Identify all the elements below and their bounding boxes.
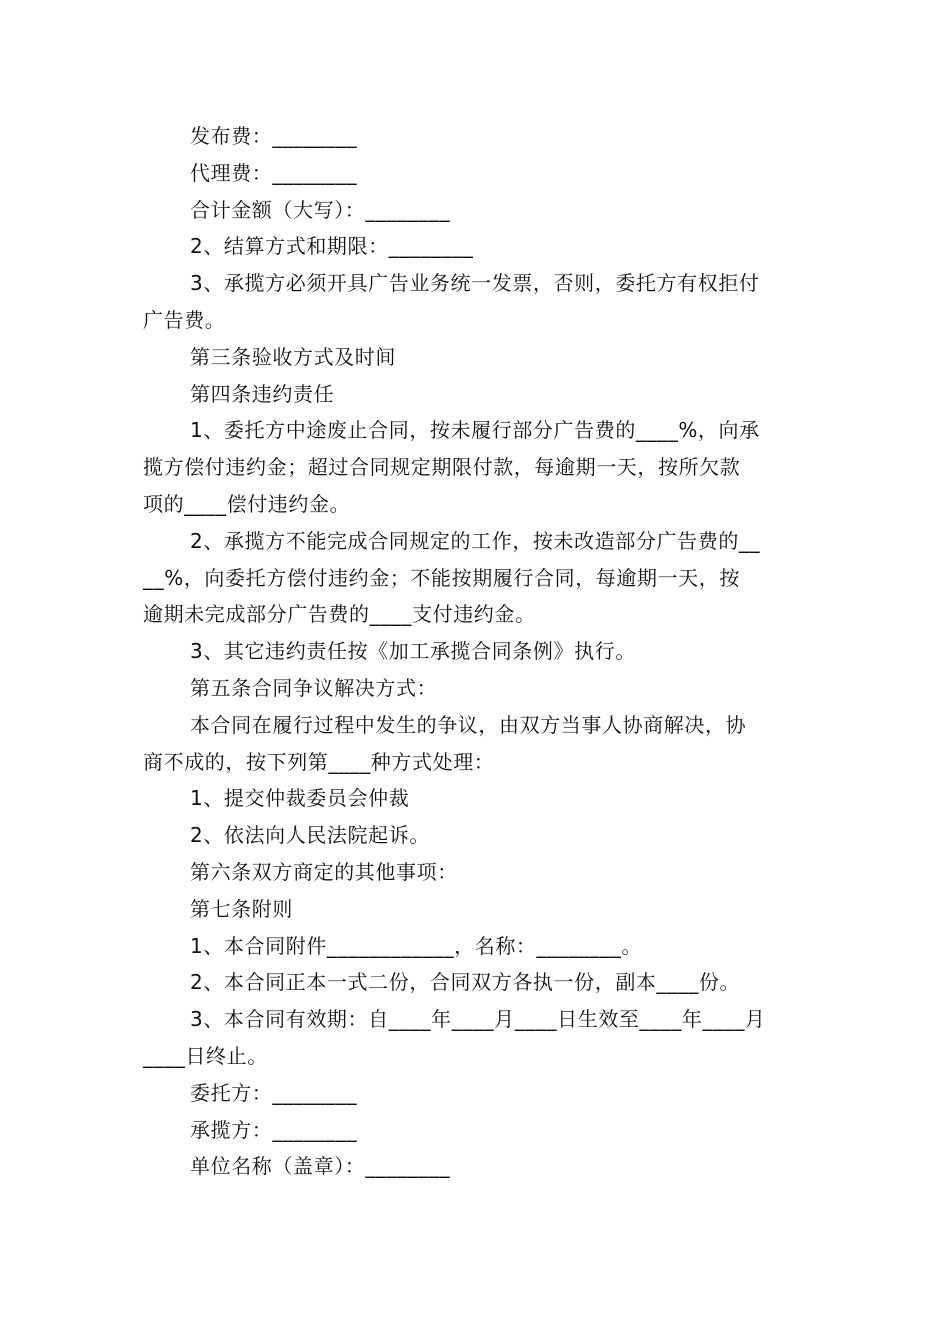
signatory-contractor: 承揽方：________ (190, 1117, 358, 1142)
dispute-clause-line-1: 本合同在履行过程中发生的争议，由双方当事人协商解决，协 (190, 712, 747, 737)
invoice-clause-line-1: 3、承揽方必须开具广告业务统一发票，否则，委托方有权拒付 (190, 271, 760, 296)
breach-clause-2-line-2: __%，向委托方偿付违约金；不能按期履行合同，每逾期一天，按 (143, 565, 741, 590)
invoice-clause-line-2: 广告费。 (143, 307, 226, 332)
breach-clause-1-line-2: 揽方偿付违约金；超过合同规定期限付款，每逾期一天，按所欠款 (143, 455, 741, 480)
article-3-heading: 第三条验收方式及时间 (190, 344, 396, 369)
breach-clause-1-line-3: 项的____偿付违约金。 (143, 491, 351, 516)
dispute-clause-line-2: 商不成的，按下列第____种方式处理： (143, 749, 495, 774)
article-4-heading: 第四条违约责任 (190, 381, 335, 406)
contract-body (143, 118, 808, 1185)
fee-total: 合计金额（大写）：________ (190, 197, 451, 222)
copies-clause: 2、本合同正本一式二份，合同双方各执一份，副本____份。 (190, 970, 741, 995)
breach-clause-1-line-1: 1、委托方中途废止合同，按未履行部分广告费的____%，向承 (190, 418, 760, 443)
validity-clause-line-1: 3、本合同有效期：自____年____月____日生效至____年____月 (190, 1007, 766, 1032)
dispute-option-1: 1、提交仲裁委员会仲裁 (190, 786, 410, 811)
signatory-client: 委托方：________ (190, 1080, 358, 1105)
fee-agency: 代理费：________ (190, 160, 358, 185)
settlement-terms: 2、结算方式和期限：________ (190, 234, 474, 259)
breach-clause-2-line-1: 2、承揽方不能完成合同规定的工作，按未改造部分广告费的__ (190, 528, 761, 553)
annex-clause: 1、本合同附件____________，名称：________。 (190, 933, 642, 958)
breach-clause-2-line-3: 逾期未完成部分广告费的____支付违约金。 (143, 602, 536, 627)
article-6-heading: 第六条双方商定的其他事项： (190, 859, 458, 884)
article-7-heading: 第七条附则 (190, 896, 293, 921)
fee-publish: 发布费：________ (190, 124, 358, 148)
breach-clause-3: 3、其它违约责任按《加工承揽合同条例》执行。 (190, 639, 636, 664)
validity-clause-line-2: ____日终止。 (143, 1043, 268, 1068)
dispute-option-2: 2、依法向人民法院起诉。 (190, 823, 430, 848)
article-5-heading: 第五条合同争议解决方式： (190, 675, 438, 700)
signatory-unit-seal: 单位名称（盖章）：________ (190, 1154, 451, 1179)
